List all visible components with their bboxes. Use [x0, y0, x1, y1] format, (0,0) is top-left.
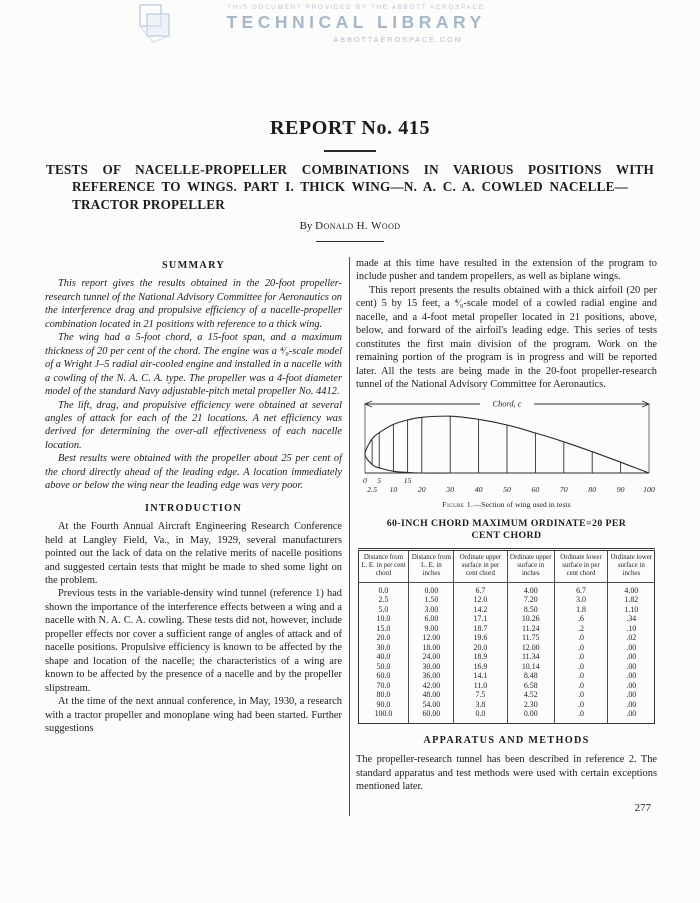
table-cell: 36.00: [409, 671, 454, 681]
table-cell: 20.0: [454, 643, 507, 653]
table-cell: 30.00: [409, 662, 454, 672]
table-header-cell: Ordinate lower surface in per cent chord: [554, 549, 607, 582]
table-cell: 6.7: [454, 582, 507, 595]
figure-caption-text: —Section of wing used in tests: [473, 499, 571, 509]
byline: [0, 220, 700, 232]
table-cell: .2: [554, 624, 607, 634]
table-cell: 17.1: [454, 614, 507, 624]
station-tick-label: 70: [559, 484, 568, 494]
table-cell: 4.52: [507, 690, 554, 700]
station-tick-label: 80: [588, 484, 597, 494]
table-cell: 12.00: [507, 643, 554, 653]
table-cell: 42.00: [409, 681, 454, 691]
table-cell: 3.0: [554, 595, 607, 605]
table-header-cell: Distance from L. E. in per cent chord: [358, 549, 409, 582]
title-block: [0, 117, 700, 242]
table-cell: 18.00: [409, 643, 454, 653]
byline-rule: [316, 241, 384, 242]
table-cell: 50.0: [376, 661, 391, 671]
table-cell: 0.0: [454, 709, 507, 723]
table-cell: 8.50: [507, 605, 554, 615]
table-row: [358, 595, 655, 605]
left-column: [45, 257, 342, 816]
introduction-heading: INTRODUCTION: [144, 502, 243, 514]
table-cell: 11.0: [454, 681, 507, 691]
report-title-line-2: REFERENCE TO WINGS. PART I. THICK WING—N. A. C. A. COWLED NACELLE—: [72, 179, 628, 194]
table-cell: .00: [608, 643, 655, 653]
introduction-paragraph: At the time of the next annual conference, in May, 1930, a research with a tractor propeller and monoplane wing had been started. Further suggestions: [45, 696, 342, 734]
table-cell: 4.00: [507, 582, 554, 595]
column-divider-rule: [349, 257, 350, 816]
report-title-line-3: TRACTOR PROPELLER: [72, 196, 226, 212]
summary-paragraph: The lift, drag, and propulsive efficiency were obtained at several angles of attack for each of the 21 locations. A net efficiency was derived for determining the over-all effectiveness of each nacelle location.: [45, 399, 342, 451]
station-tick-label: 90: [616, 484, 625, 494]
table-row: [358, 633, 655, 643]
table-cell: 54.00: [409, 700, 454, 710]
table-cell: 48.00: [409, 690, 454, 700]
station-tick-label: 60: [531, 484, 540, 494]
table-cell: 2.5: [378, 595, 389, 605]
page-number: 277: [634, 802, 651, 815]
table-cell: 60.00: [409, 709, 454, 723]
table-cell: .00: [608, 681, 655, 691]
table-cell: .34: [608, 614, 655, 624]
table-cell: .00: [608, 700, 655, 710]
table-cell: .00: [608, 690, 655, 700]
table-cell: .0: [554, 643, 607, 653]
watermark-header: [0, 4, 700, 44]
station-tick-label: 0: [363, 475, 367, 485]
abbott-aerospace-logo-icon: [133, 2, 175, 53]
table-cell: 10.0: [376, 614, 391, 624]
apparatus-paragraph: The propeller-research tunnel has been described in reference 2. The standard apparatus and test methods were used with certain exceptions mentioned later.: [356, 754, 657, 792]
table-cell: 6.7: [554, 582, 607, 595]
figure-caption-label: Figure 1.: [442, 499, 474, 509]
table-title-line-2: CENT CHORD: [471, 530, 542, 542]
right-column: [356, 257, 657, 816]
table-row: [358, 643, 655, 653]
byline-prefix: By: [299, 220, 313, 232]
wing-section-figure-svg: [356, 397, 657, 496]
table-cell: .6: [554, 614, 607, 624]
watermark-url: ABBOTTAEROSPACE.COM: [333, 35, 463, 44]
summary-section: [45, 277, 342, 492]
table-row: [358, 662, 655, 672]
table-cell: .0: [554, 690, 607, 700]
table-cell: 90.0: [376, 699, 391, 709]
title-rule: [324, 150, 376, 152]
watermark-title: TECHNICAL LIBRARY: [226, 12, 486, 32]
chord-dimension-label: Chord, c: [492, 399, 522, 409]
table-cell: 15.0: [376, 623, 391, 633]
summary-heading: SUMMARY: [161, 260, 226, 271]
table-cell: 0.00: [409, 582, 454, 595]
table-cell: 1.8: [554, 605, 607, 615]
wing-section-figure: [356, 397, 657, 511]
summary-paragraph: This report gives the results obtained in the 20-foot propeller-research tunnel of the National Advisory Committee for Aeronautics on the interference drag and propulsive efficiency of a nacelle-propeller combination located in 21 positions with reference to a thick wing.: [45, 278, 342, 330]
table-cell: 0.00: [507, 709, 554, 723]
table-cell: 9.00: [409, 624, 454, 634]
table-cell: 19.6: [454, 633, 507, 643]
station-tick-label: 40: [474, 484, 483, 494]
table-cell: 7.20: [507, 595, 554, 605]
table-cell: 12.00: [409, 633, 454, 643]
station-tick-label: 20: [417, 484, 426, 494]
table-cell: .02: [608, 633, 655, 643]
table-cell: 80.0: [376, 690, 391, 700]
table-cell: 5.0: [378, 604, 389, 614]
table-cell: 40.0: [376, 652, 391, 662]
table-cell: 30.0: [376, 642, 391, 652]
station-tick-label: 10: [389, 484, 398, 494]
station-tick-label: 5: [377, 475, 382, 485]
table-cell: 6.00: [409, 614, 454, 624]
table-cell: 11.75: [507, 633, 554, 643]
table-cell: .0: [554, 671, 607, 681]
table-cell: .0: [554, 652, 607, 662]
table-head: [358, 549, 655, 582]
table-cell: 18.9: [454, 652, 507, 662]
report-number: REPORT No. 415: [269, 117, 431, 139]
table-cell: 2.30: [507, 700, 554, 710]
table-cell: 0.0: [378, 585, 389, 595]
body-paragraph: made at this time have resulted in the extension of the program to include pusher and tandem propellers, as well as biplane wings.: [356, 258, 657, 283]
table-header-row: [358, 549, 655, 582]
table-cell: 7.5: [454, 690, 507, 700]
table-cell: 6.58: [507, 681, 554, 691]
table-cell: .0: [554, 700, 607, 710]
table-row: [358, 582, 655, 595]
table-cell: 12.0: [454, 595, 507, 605]
table-cell: 11.24: [507, 624, 554, 634]
table-cell: 3.00: [409, 605, 454, 615]
table-cell: .00: [608, 671, 655, 681]
table-cell: 14.2: [454, 605, 507, 615]
table-row: [358, 652, 655, 662]
table-header-cell: Ordinate lower surface in inches: [608, 549, 655, 582]
table-header-cell: Ordinate upper surface in inches: [507, 549, 554, 582]
figure-caption: [356, 498, 657, 511]
two-column-body: [45, 257, 657, 816]
table-title: [356, 518, 657, 543]
table-cell: 11.34: [507, 652, 554, 662]
table-header-cell: Distance from L. E. in inches: [409, 549, 454, 582]
table-cell: 10.14: [507, 662, 554, 672]
author-name: Donald H. Wood: [315, 220, 401, 232]
introduction-paragraph: At the Fourth Annual Aircraft Engineering Research Conference held at Langley Field, Va., in May, 1929, several manufacturers pointed out the lack of data on the relative merits of nacelle positions and suggested certain tests that might be made to shed some light on the problem.: [45, 521, 342, 586]
table-row: [358, 671, 655, 681]
table-cell: .00: [608, 652, 655, 662]
ordinates-table: [358, 548, 656, 724]
table-cell: 18.7: [454, 624, 507, 634]
table-cell: 60.0: [376, 671, 391, 681]
table-row: [358, 614, 655, 624]
table-cell: 16.9: [454, 662, 507, 672]
table-row: [358, 690, 655, 700]
introduction-section: [45, 520, 342, 735]
table-cell: .10: [608, 624, 655, 634]
table-cell: .0: [554, 709, 607, 723]
body-paragraph: This report presents the results obtained with a thick airfoil (20 per cent) 5 by 15 feet, a ⁴⁄₉-scale model of a cowled radial engine and nacelle, and a 4-foot metal propeller located in 21 positions, above, below, and forward of the airfoil's leading edge. This series of tests constitutes the first main division of the program. Work on the remaining portion of the program is in progress and will be reported later. All the tests are being made in the 20-foot propeller-research tunnel of the National Advisory Committee for Aeronautics.: [356, 284, 657, 391]
table-cell: .00: [608, 662, 655, 672]
watermark-provided-line: THIS DOCUMENT PROVIDED BY THE ABBOTT AEROSPACE: [227, 4, 485, 11]
table-row: [358, 709, 655, 723]
table-cell: 20.0: [376, 633, 391, 643]
station-tick-label: 100: [643, 484, 655, 494]
summary-paragraph: Best results were obtained with the propeller about 25 per cent of the chord directly ahead of the leading edge. A location immediately above or below the wing near the leading edge was very poor.: [45, 453, 342, 492]
table-cell: 70.0: [376, 680, 391, 690]
table-body: [358, 582, 655, 723]
table-row: [358, 624, 655, 634]
station-tick-label: 2.5: [367, 484, 377, 494]
table-cell: 1.10: [608, 605, 655, 615]
table-cell: 24.00: [409, 652, 454, 662]
table-title-line-1: 60-INCH CHORD MAXIMUM ORDINATE=20 PER: [386, 517, 627, 529]
report-title-line-1: TESTS OF NACELLE-PROPELLER COMBINATIONS IN VARIOUS POSITIONS WITH: [46, 161, 654, 177]
table-cell: 4.00: [608, 582, 655, 595]
apparatus-heading: APPARATUS AND METHODS: [423, 734, 590, 746]
table-cell: .0: [554, 662, 607, 672]
station-tick-label: 30: [446, 484, 455, 494]
table-row: [358, 700, 655, 710]
table-cell: 10.26: [507, 614, 554, 624]
table-cell: 1.50: [409, 595, 454, 605]
table-header-cell: Ordinate upper surface in per cent chord: [454, 549, 507, 582]
introduction-paragraph: Previous tests in the variable-density wind tunnel (reference 1) had shown the importance of the interference effects between a wing and a nacelle with N. A. C. A. cowling. These tests did not, however, include propeller effects nor cover a sufficient range of angles of attack and of nacelle positions. Propulsive efficiency is known to be affected by the shape and location of the nacelle; the characteristics of a wing are known to be affected by the presence of a nacelle and by the propeller slipstream.: [45, 588, 342, 694]
table-row: [358, 605, 655, 615]
summary-paragraph: The wing had a 5-foot chord, a 15-foot span, and a maximum thickness of 20 per cent of the chord. The engine was a ⁴⁄₉-scale model of a Wright J–5 radial air-cooled engine and installed in a nacelle with a cowling of the N. A. C. A. type. The propeller was a 4-foot diameter model of the standard Navy adjustable-pitch metal propeller No. 4412.: [45, 332, 342, 398]
table-cell: 100.0: [374, 709, 393, 719]
station-tick-label: 50: [503, 484, 511, 494]
table-cell: 14.1: [454, 671, 507, 681]
table-cell: .00: [608, 709, 655, 723]
table-cell: 1.82: [608, 595, 655, 605]
station-tick-label: 15: [403, 475, 412, 485]
table-cell: .0: [554, 633, 607, 643]
table-row: [358, 681, 655, 691]
table-cell: 3.8: [454, 700, 507, 710]
table-cell: .0: [554, 681, 607, 691]
report-title: [46, 161, 654, 214]
table-cell: 8.48: [507, 671, 554, 681]
